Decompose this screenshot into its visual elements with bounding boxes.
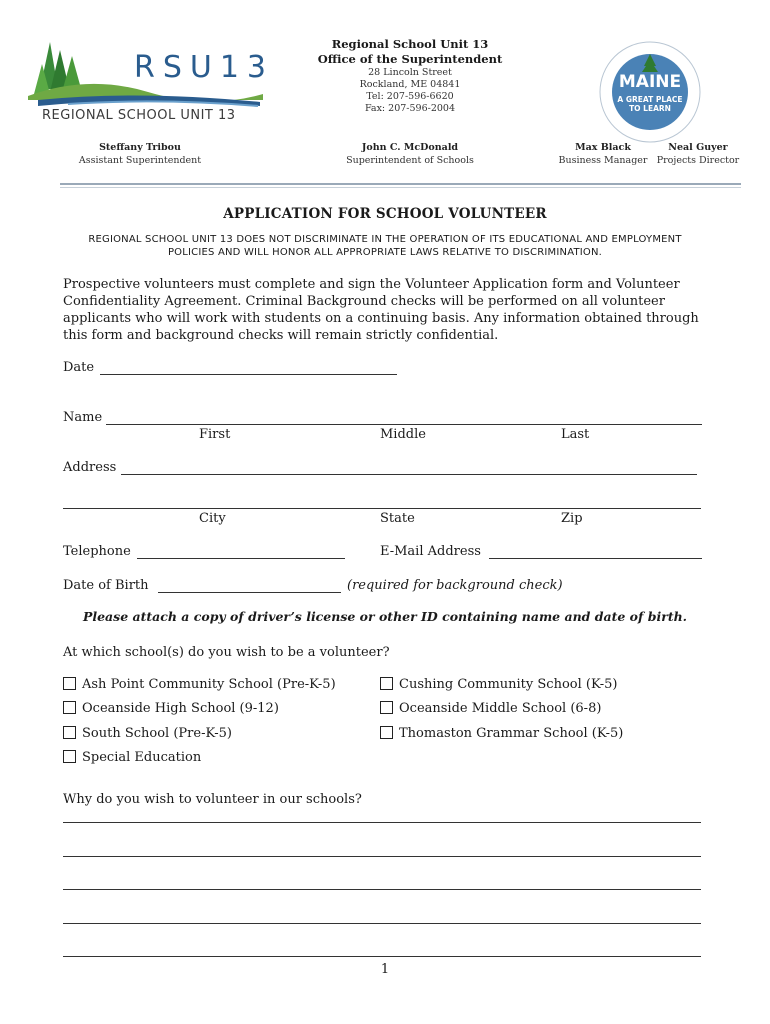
school-option-oceanside-high[interactable] xyxy=(63,701,279,716)
checkbox[interactable] xyxy=(380,726,393,739)
telephone-label: Telephone xyxy=(63,544,131,559)
page-number: 1 xyxy=(380,962,390,977)
office-fax: Fax: 207-596-2004 xyxy=(364,103,456,114)
address-zip-label: Zip xyxy=(561,511,583,526)
staff-business-manager xyxy=(556,141,650,167)
school-label: Ash Point Community School (Pre-K-5) xyxy=(82,677,336,692)
badge-state: MAINE xyxy=(618,72,682,92)
intro-paragraph: Prospective volunteers must complete and sign the Volunteer Application form and Volunteer Confidentiality Agreement. Criminal Background checks will be performed on all volunteer applicants who will work with students on a continuing basis. Any information obtained through this form and background checks will remain strictly confidential. xyxy=(63,277,699,343)
logo-letters: RSU13 xyxy=(134,50,275,85)
address-city-label: City xyxy=(199,511,226,526)
form-title: APPLICATION FOR SCHOOL VOLUNTEER xyxy=(223,206,547,222)
school-option-south-school[interactable] xyxy=(63,726,232,741)
office-line2: Office of the Superintendent xyxy=(317,52,503,66)
why-answer-line[interactable] xyxy=(63,844,701,857)
checkbox[interactable] xyxy=(63,677,76,690)
office-block xyxy=(300,37,520,115)
staff-name: Max Black xyxy=(575,142,631,153)
office-city: Rockland, ME 04841 xyxy=(359,79,461,90)
dob-note: (required for background check) xyxy=(347,578,563,593)
why-answer-line[interactable] xyxy=(63,944,701,957)
why-answer-line[interactable] xyxy=(63,810,701,823)
school-option-oceanside-middle[interactable] xyxy=(380,701,601,716)
email-field[interactable] xyxy=(489,546,702,559)
checkbox[interactable] xyxy=(63,750,76,763)
school-option-ash-point[interactable] xyxy=(63,677,336,692)
address-field-line1[interactable] xyxy=(121,462,697,475)
date-field[interactable] xyxy=(100,362,397,375)
school-label: Oceanside Middle School (6-8) xyxy=(399,701,602,716)
name-label: Name xyxy=(63,410,103,425)
school-label: Special Education xyxy=(82,750,202,765)
staff-superintendent xyxy=(330,141,490,167)
rsu13-logo xyxy=(28,34,275,129)
date-label: Date xyxy=(63,360,95,375)
checkbox[interactable] xyxy=(63,726,76,739)
name-field[interactable] xyxy=(106,412,702,425)
name-middle-label: Middle xyxy=(380,427,426,442)
office-tel: Tel: 207-596-6620 xyxy=(366,91,454,102)
badge-tagline2: TO LEARN xyxy=(629,104,671,113)
checkbox[interactable] xyxy=(380,677,393,690)
school-option-thomaston[interactable] xyxy=(380,726,623,741)
nondiscrimination-statement: REGIONAL SCHOOL UNIT 13 DOES NOT DISCRIMINATE IN THE OPERATION OF ITS EDUCATIONAL AND EMPLOYMENT POLICIES AND WILL HONOR ALL APPROPRIATE LAWS RELATIVE TO DISCRIMINATION. xyxy=(88,234,682,258)
school-label: Thomaston Grammar School (K-5) xyxy=(399,726,624,741)
school-option-special-education[interactable] xyxy=(63,750,201,765)
staff-name: John C. McDonald xyxy=(361,142,459,153)
staff-role: Assistant Superintendent xyxy=(78,155,202,166)
why-answer-line[interactable] xyxy=(63,911,701,924)
staff-role: Superintendent of Schools xyxy=(346,155,474,166)
logo-subtitle: REGIONAL SCHOOL UNIT 13 xyxy=(42,108,236,123)
schools-question: At which school(s) do you wish to be a volunteer? xyxy=(63,645,390,660)
school-label: South School (Pre-K-5) xyxy=(82,726,232,741)
staff-role: Business Manager xyxy=(558,155,648,166)
why-answer-line[interactable] xyxy=(63,877,701,890)
maine-badge xyxy=(598,40,702,144)
header-divider xyxy=(60,183,741,185)
school-label: Cushing Community School (K-5) xyxy=(399,677,618,692)
header-divider-thin xyxy=(60,187,741,188)
address-field-line2[interactable] xyxy=(63,496,701,509)
school-label: Oceanside High School (9-12) xyxy=(82,701,279,716)
staff-name: Steffany Tribou xyxy=(99,142,181,153)
staff-assistant-superintendent xyxy=(70,141,210,167)
staff-role: Projects Director xyxy=(656,155,740,166)
badge-tagline1: A GREAT PLACE xyxy=(617,95,683,104)
id-notice: Please attach a copy of driver’s license or other ID containing name and date of birth. xyxy=(82,609,688,624)
why-question: Why do you wish to volunteer in our schools? xyxy=(63,792,362,807)
address-state-label: State xyxy=(380,511,415,526)
name-first-label: First xyxy=(199,427,231,442)
name-last-label: Last xyxy=(561,427,590,442)
staff-projects-director xyxy=(652,141,744,167)
email-label: E-Mail Address xyxy=(380,544,481,559)
telephone-field[interactable] xyxy=(137,546,345,559)
badge-graphic xyxy=(598,40,702,144)
office-line1: Regional School Unit 13 xyxy=(331,37,489,51)
office-street: 28 Lincoln Street xyxy=(368,67,452,78)
address-label: Address xyxy=(63,460,117,475)
dob-field[interactable] xyxy=(158,580,341,593)
staff-name: Neal Guyer xyxy=(668,142,728,153)
checkbox[interactable] xyxy=(380,701,393,714)
dob-label: Date of Birth xyxy=(63,578,149,593)
checkbox[interactable] xyxy=(63,701,76,714)
school-option-cushing[interactable] xyxy=(380,677,617,692)
